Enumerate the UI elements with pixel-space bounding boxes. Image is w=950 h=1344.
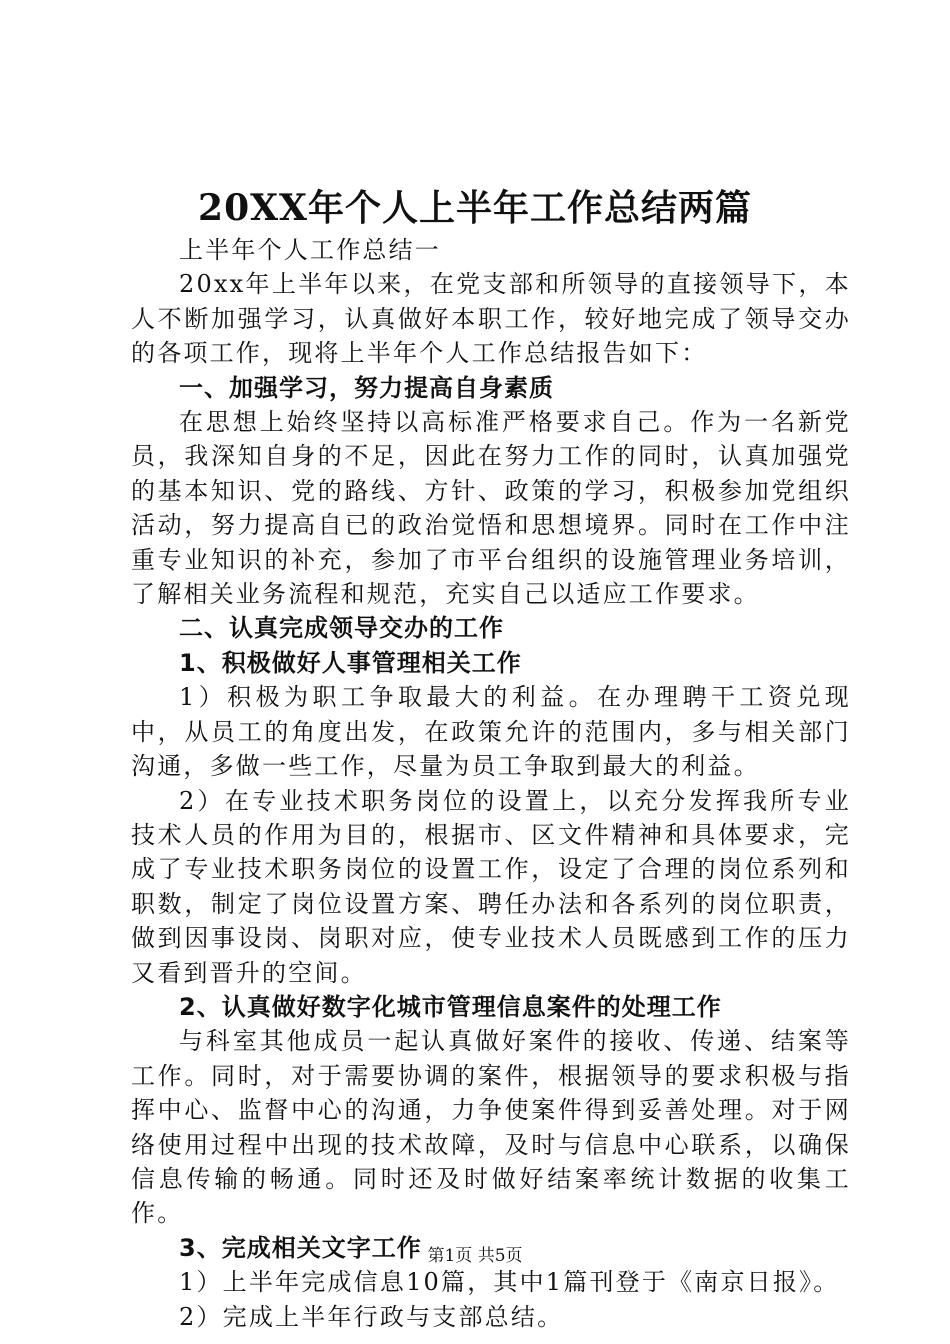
document-title: 20XX年个人上半年工作总结两篇 xyxy=(198,187,752,229)
subsection-heading: 2、认真做好数字化城市管理信息案件的处理工作 xyxy=(179,992,722,1021)
body-paragraph: 2）在专业技术职务岗位的设置上，以充分发挥我所专业技术人员的作用为目的，根据市、区文件精神和具体要求，完成了专业技术职务岗位的设置工作，设定了合理的岗位系列和职数，制定了岗位设置方案、聘任办法和各系列的岗位职责，做到因事设岗、岗职对应，使专业技术人员既感到工作的压力又看到晋升的空间。 xyxy=(131,786,851,987)
body-paragraph: 2）完成上半年行政与支部总结。 xyxy=(179,1302,564,1331)
section-heading: 二、认真完成领导交办的工作 xyxy=(179,614,504,643)
section-heading: 一、加强学习，努力提高自身素质 xyxy=(179,373,554,402)
body-paragraph: 在思想上始终坚持以高标准严格要求自己。作为一名新党员，我深知自身的不足，因此在努力工作的同时，认真加强党的基本知识、党的路线、方针、政策的学习，积极参加党组织活动，努力提高自已的政治觉悟和思想境界。同时在工作中注重专业知识的补充，参加了市平台组织的设施管理业务培训，了解相关业务流程和规范，充实自己以适应工作要求。 xyxy=(131,408,851,609)
body-paragraph: 1）上半年完成信息10篇，其中1篇刊登于《南京日报》。 xyxy=(179,1268,840,1297)
subsection-heading: 3、完成相关文字工作 xyxy=(179,1233,422,1262)
section-subtitle: 上半年个人工作总结一 xyxy=(179,236,441,264)
body-paragraph: 20xx年上半年以来，在党支部和所领导的直接领导下，本人不断加强学习，认真做好本职工作，较好地完成了领导交办的各项工作，现将上半年个人工作总结报告如下： xyxy=(131,270,851,368)
subsection-heading: 1、积极做好人事管理相关工作 xyxy=(179,648,522,677)
document-body xyxy=(131,233,851,1334)
body-paragraph: 1）积极为职工争取最大的利益。在办理聘干工资兑现中，从员工的角度出发，在政策允许的范围内，多与相关部门沟通，多做一些工作，尽量为员工争取到最大的利益。 xyxy=(131,683,851,781)
body-paragraph: 与科室其他成员一起认真做好案件的接收、传递、结案等工作。同时，对于需要协调的案件，根据领导的要求积极与指挥中心、监督中心的沟通，力争使案件得到妥善处理。对于网络使用过程中出现的技术故障，及时与信息中心联系，以确保信息传输的畅通。同时还及时做好结案率统计数据的收集工作。 xyxy=(131,1027,851,1228)
page-number-footer: 第1页 共5页 xyxy=(427,1246,523,1266)
